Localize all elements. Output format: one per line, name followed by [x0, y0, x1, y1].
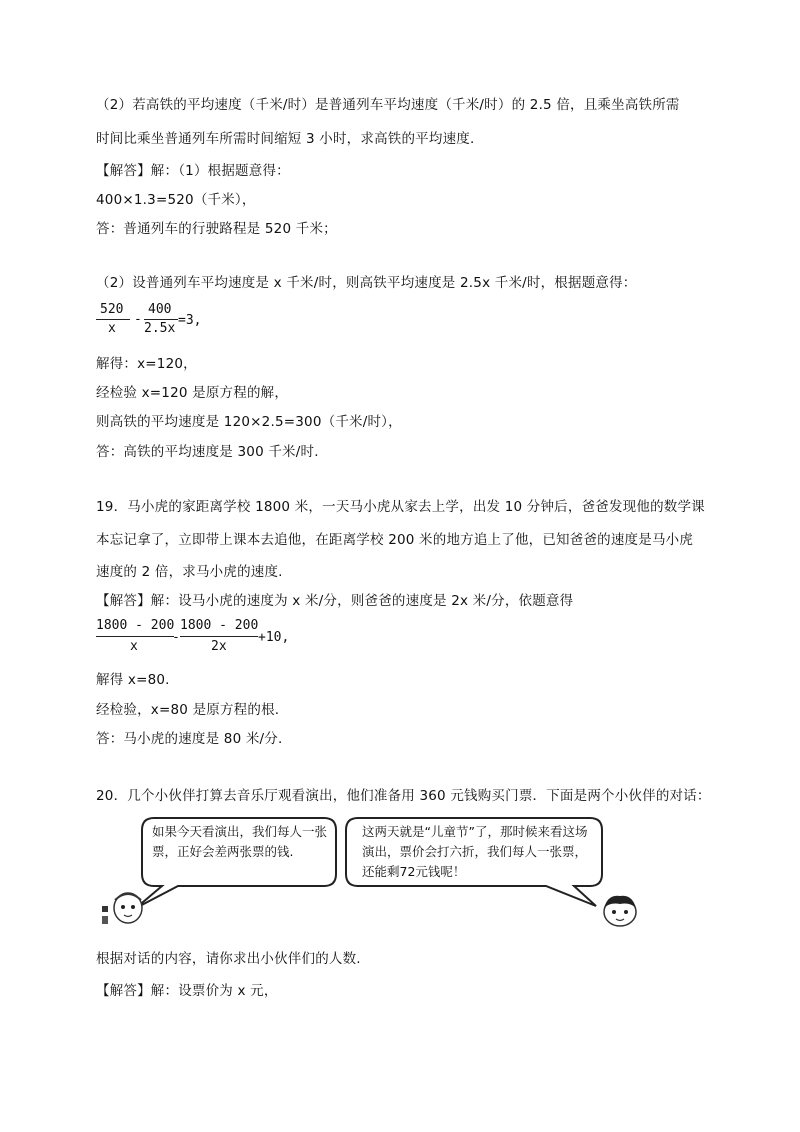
q19-line2: 本忘记拿了，立即带上课本去追他，在距离学校 200 米的地方追上了他，已知爸爸的速度是马小虎	[96, 532, 694, 548]
left-bubble-text: 如果今天看演出，我们每人一张票，正好会差两张票的钱.	[152, 824, 328, 859]
q18-solve: 解得：x=120，	[96, 356, 197, 372]
q18-minus-sign: -	[134, 312, 142, 327]
q20-question: 根据对话的内容，请你求出小伙伴们的人数.	[96, 951, 361, 967]
q18-fraction-1	[96, 302, 130, 340]
fraction-bar	[144, 319, 178, 320]
q18-part2-line2: 时间比乘坐普通列车所需时间缩短 3 小时，求高铁的平均速度.	[96, 131, 475, 147]
q20-answer-header: 【解答】解：设票价为 x 元，	[96, 983, 278, 999]
fraction-bar	[180, 636, 258, 637]
q19-minus-sign: -	[172, 630, 180, 645]
fraction-numerator: 520	[100, 302, 124, 317]
q18-calc1: 400×1.3=520（千米），	[96, 192, 256, 208]
fraction-numerator: 1800 - 200	[96, 618, 175, 633]
q19-fraction-2	[180, 618, 258, 658]
q18-check: 经检验 x=120 是原方程的解，	[96, 385, 289, 401]
fraction-bar	[96, 319, 130, 320]
q19-solve: 解得 x=80.	[96, 672, 170, 688]
q18-fraction-2	[144, 302, 178, 340]
fraction-numerator: 1800 - 200	[180, 618, 259, 633]
q19-fraction-1	[96, 618, 174, 658]
q18-answer1: 答：普通列车的行驶路程是 520 千米；	[96, 221, 337, 237]
right-bubble-text: 这两天就是“儿童节”了，那时候来看这场演出，票价会打六折，我们每人一张票，还能剩72元钱呢！	[362, 824, 588, 879]
q20-line1: 20．几个小伙伴打算去音乐厅观看演出，他们准备用 360 元钱购买门票．下面是两个小伙伴的对话：	[96, 788, 711, 804]
q19-line1: 19．马小虎的家距离学校 1800 米，一天马小虎从家去上学，出发 10 分钟后，爸爸发现他的数学课	[96, 499, 705, 515]
fraction-bar	[96, 636, 174, 637]
dialogue-illustration	[96, 812, 702, 930]
q19-line3: 速度的 2 倍，求马小虎的速度.	[96, 564, 283, 580]
fraction-denominator: 2x	[211, 639, 227, 654]
q18-part2-line1: （2）若高铁的平均速度（千米/时）是普通列车平均速度（千米/时）的 2.5 倍，且乘坐高铁所需	[96, 97, 680, 113]
q18-solution2-setup: （2）设普通列车平均速度是 x 千米/时，则高铁平均速度是 2.5x 千米/时，根据题意得：	[96, 275, 637, 291]
q19-answer: 答：马小虎的速度是 80 米/分.	[96, 731, 283, 747]
q19-check: 经检验，x=80 是原方程的根.	[96, 702, 280, 718]
q18-equation-rhs: =3,	[178, 313, 202, 328]
q18-answer-header: 【解答】解：（1）根据题意得：	[96, 163, 290, 179]
boy-cartoon-icon	[100, 886, 146, 928]
q19-answer-header: 【解答】解：设马小虎的速度为 x 米/分，则爸爸的速度是 2x 米/分，依题意得	[96, 593, 574, 609]
q19-equation-rhs: +10,	[258, 630, 290, 645]
q18-then: 则高铁的平均速度是 120×2.5=300（千米/时），	[96, 414, 402, 430]
girl-cartoon-icon	[596, 892, 644, 928]
fraction-numerator: 400	[148, 302, 172, 317]
fraction-denominator: 2.5x	[144, 321, 176, 336]
fraction-denominator: x	[108, 321, 116, 336]
q18-answer2: 答：高铁的平均速度是 300 千米/时.	[96, 444, 319, 460]
fraction-denominator: x	[130, 639, 138, 654]
